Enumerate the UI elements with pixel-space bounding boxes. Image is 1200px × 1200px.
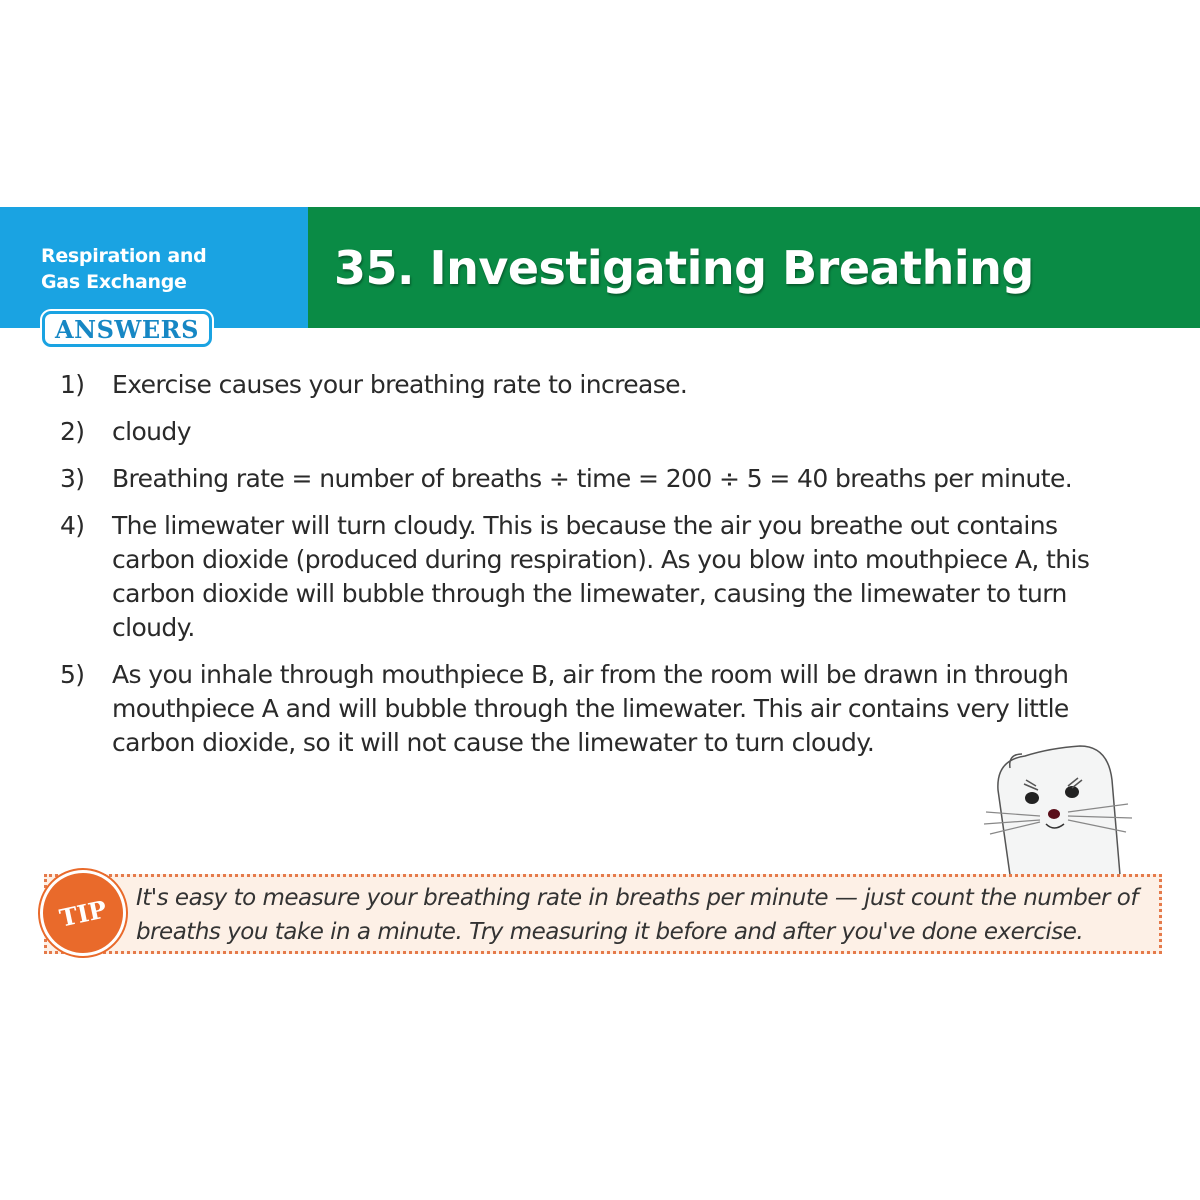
tip-text: It's easy to measure your breathing rate in breaths per minute — just count the number of breaths you take in a minute. Try measuring it before and after you've done exercise.	[136, 885, 1138, 945]
answer-number: 5)	[60, 660, 85, 689]
answer-number: 4)	[60, 511, 85, 540]
answer-item	[60, 658, 1140, 760]
answer-text: Exercise causes your breathing rate to increase.	[112, 370, 688, 399]
tip-badge-label: TIP	[56, 893, 110, 933]
answer-number: 3)	[60, 464, 85, 493]
page-title: 35. Investigating Breathing	[334, 241, 1034, 295]
title-bar	[308, 207, 1200, 328]
section-label-line2: Gas Exchange	[41, 271, 187, 293]
answer-item	[60, 509, 1140, 645]
answer-item	[60, 462, 1140, 496]
answer-item	[60, 415, 1140, 449]
answer-text: cloudy	[112, 417, 191, 446]
answers-list	[60, 368, 1140, 773]
section-label	[41, 243, 206, 295]
answers-badge-label: ANSWERS	[55, 314, 199, 344]
ferret-mascot-icon	[980, 740, 1140, 880]
answer-number: 2)	[60, 417, 85, 446]
answer-text: As you inhale through mouthpiece B, air from the room will be drawn in through mouthpiece A and will bubble through the limewater. This air contains very little carbon dioxide, so it will not cause the limewater to turn cloudy.	[112, 660, 1069, 757]
answer-item	[60, 368, 1140, 402]
page-header	[0, 207, 1200, 344]
answer-text: The limewater will turn cloudy. This is because the air you breathe out contains carbon dioxide (produced during respiration). As you blow into mouthpiece A, this carbon dioxide will bubble through the limewater, causing the limewater to turn cloudy.	[112, 511, 1090, 642]
answer-number: 1)	[60, 370, 85, 399]
section-tab	[0, 207, 308, 344]
section-label-line1: Respiration and	[41, 245, 207, 267]
answers-badge	[42, 311, 212, 347]
answer-text: Breathing rate = number of breaths ÷ time = 200 ÷ 5 = 40 breaths per minute.	[112, 464, 1073, 493]
